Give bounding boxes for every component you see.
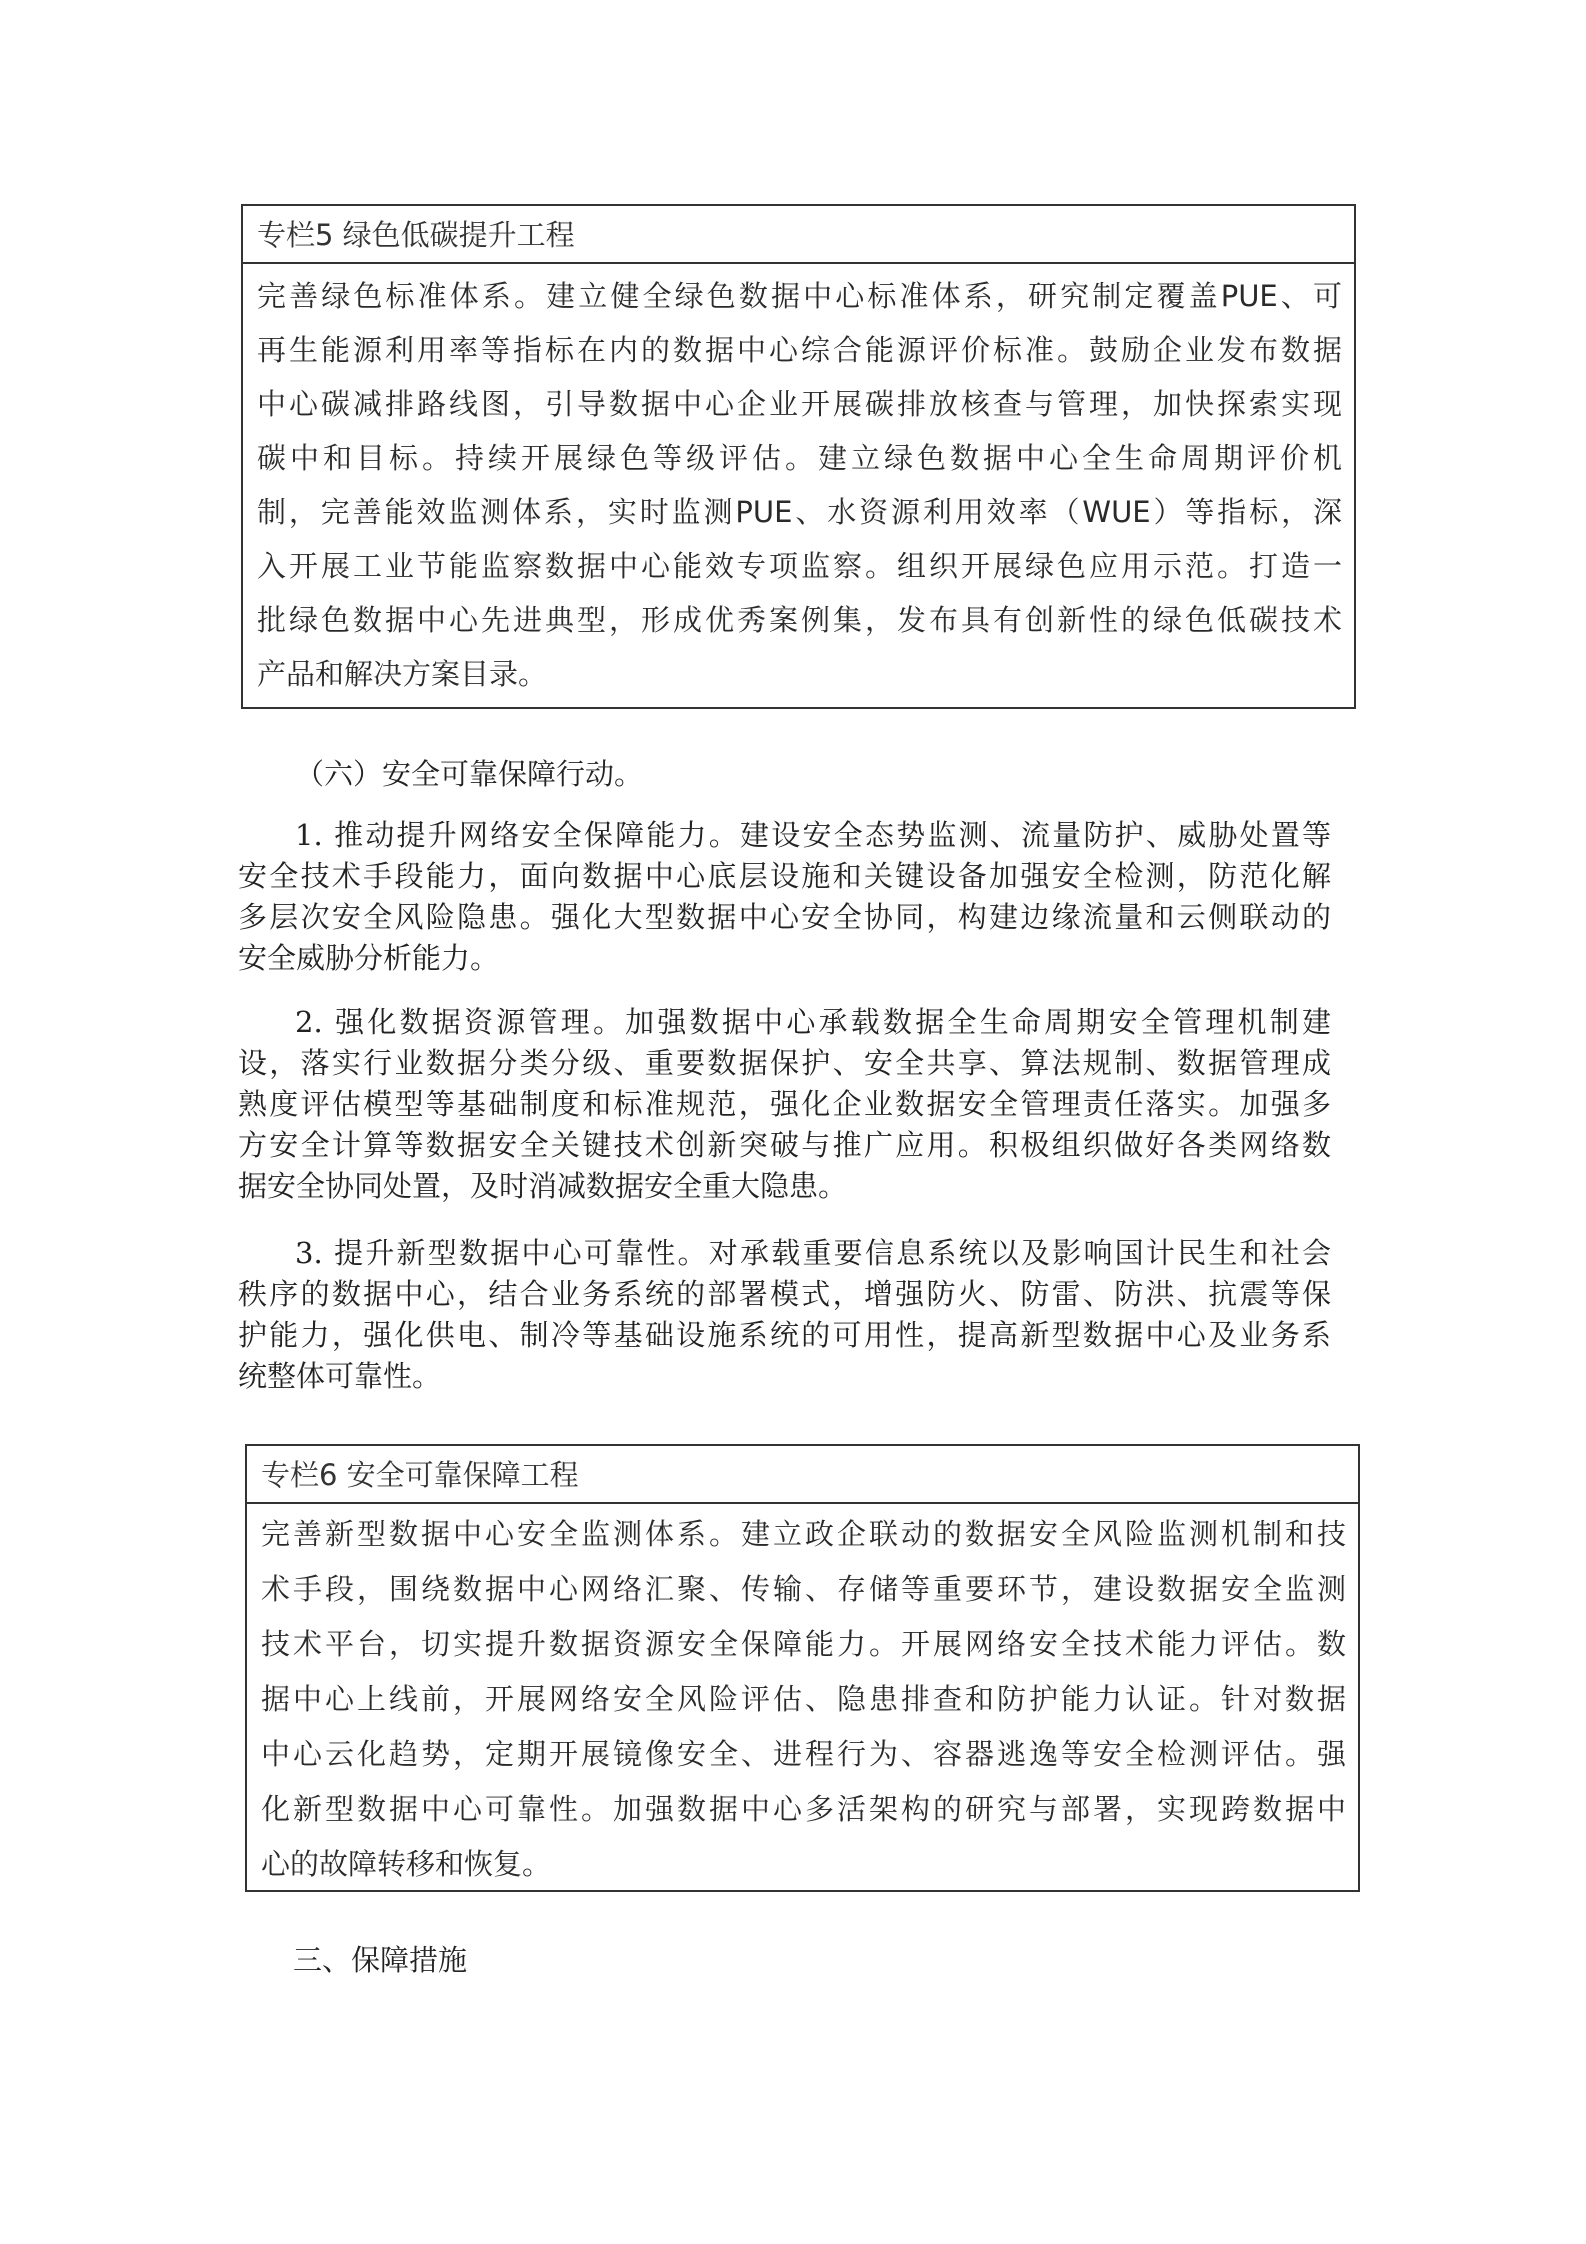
paragraph-line: 熟度评估模型等基础制度和标准规范，强化企业数据安全管理责任落实。加强多 bbox=[238, 1087, 1331, 1121]
paragraph-line: 护能力，强化供电、制冷等基础设施系统的可用性，提高新型数据中心及业务系 bbox=[238, 1318, 1331, 1352]
box-line: 据中心上线前，开展网络安全风险评估、隐患排查和防护能力认证。针对数据 bbox=[261, 1682, 1346, 1716]
paragraph-2 bbox=[238, 1002, 1331, 1207]
box-line: 化新型数据中心可靠性。加强数据中心多活架构的研究与部署，实现跨数据中 bbox=[261, 1792, 1346, 1826]
box-line: 入开展工业节能监察数据中心能效专项监察。组织开展绿色应用示范。打造一 bbox=[257, 549, 1342, 583]
paragraph-line: 设，落实行业数据分类分级、重要数据保护、安全共享、算法规制、数据管理成 bbox=[238, 1046, 1331, 1080]
paragraph-line: 多层次安全风险隐患。强化大型数据中心安全协同，构建边缘流量和云侧联动的 bbox=[238, 900, 1331, 934]
box-green-low-carbon bbox=[241, 204, 1356, 709]
paragraph-line: 2. 强化数据资源管理。加强数据中心承载数据全生命周期安全管理机制建 bbox=[295, 1005, 1331, 1039]
paragraph-3 bbox=[238, 1233, 1331, 1397]
box-line: 中心碳减排路线图，引导数据中心企业开展碳排放核查与管理，加快探索实现 bbox=[257, 387, 1342, 421]
paragraph-line: 3. 提升新型数据中心可靠性。对承载重要信息系统以及影响国计民生和社会 bbox=[295, 1236, 1331, 1270]
box-line: 术手段，围绕数据中心网络汇聚、传输、存储等重要环节，建设数据安全监测 bbox=[261, 1572, 1346, 1606]
section-heading-3: 三、保障措施 bbox=[293, 1943, 468, 1977]
paragraph-line: 统整体可靠性。 bbox=[238, 1359, 442, 1393]
box-line: 批绿色数据中心先进典型，形成优秀案例集，发布具有创新性的绿色低碳技术 bbox=[257, 603, 1342, 637]
box-line: 制，完善能效监测体系，实时监测PUE、水资源利用效率（WUE）等指标，深 bbox=[257, 495, 1342, 529]
paragraph-line: 1. 推动提升网络安全保障能力。建设安全态势监测、流量防护、威胁处置等 bbox=[295, 818, 1331, 852]
paragraph-line: 安全威胁分析能力。 bbox=[238, 941, 500, 975]
paragraph-line: 方安全计算等数据安全关键技术创新突破与推广应用。积极组织做好各类网络数 bbox=[238, 1128, 1331, 1162]
box-line: 技术平台，切实提升数据资源安全保障能力。开展网络安全技术能力评估。数 bbox=[261, 1627, 1346, 1661]
box-line: 碳中和目标。持续开展绿色等级评估。建立绿色数据中心全生命周期评价机 bbox=[257, 441, 1342, 475]
paragraph-1 bbox=[238, 815, 1331, 979]
paragraph-line: 安全技术手段能力，面向数据中心底层设施和关键设备加强安全检测，防范化解 bbox=[238, 859, 1331, 893]
box-line: 产品和解决方案目录。 bbox=[257, 657, 548, 691]
box-line: 完善新型数据中心安全监测体系。建立政企联动的数据安全风险监测机制和技 bbox=[261, 1517, 1346, 1551]
box-line: 再生能源利用率等指标在内的数据中心综合能源评价标准。鼓励企业发布数据 bbox=[257, 333, 1342, 367]
box-line: 中心云化趋势，定期开展镜像安全、进程行为、容器逃逸等安全检测评估。强 bbox=[261, 1737, 1346, 1771]
box-title: 专栏5 绿色低碳提升工程 bbox=[243, 206, 1354, 264]
box-security-reliability bbox=[245, 1444, 1360, 1892]
paragraph-line: 秩序的数据中心，结合业务系统的部署模式，增强防火、防雷、防洪、抗震等保 bbox=[238, 1277, 1331, 1311]
paragraph-line: 据安全协同处置，及时消减数据安全重大隐患。 bbox=[238, 1169, 848, 1203]
box-line: 心的故障转移和恢复。 bbox=[261, 1847, 552, 1881]
box-title: 专栏6 安全可靠保障工程 bbox=[247, 1446, 1358, 1504]
box-line: 完善绿色标准体系。建立健全绿色数据中心标准体系，研究制定覆盖PUE、可 bbox=[257, 279, 1342, 313]
section-heading-6: （六）安全可靠保障行动。 bbox=[295, 757, 644, 791]
